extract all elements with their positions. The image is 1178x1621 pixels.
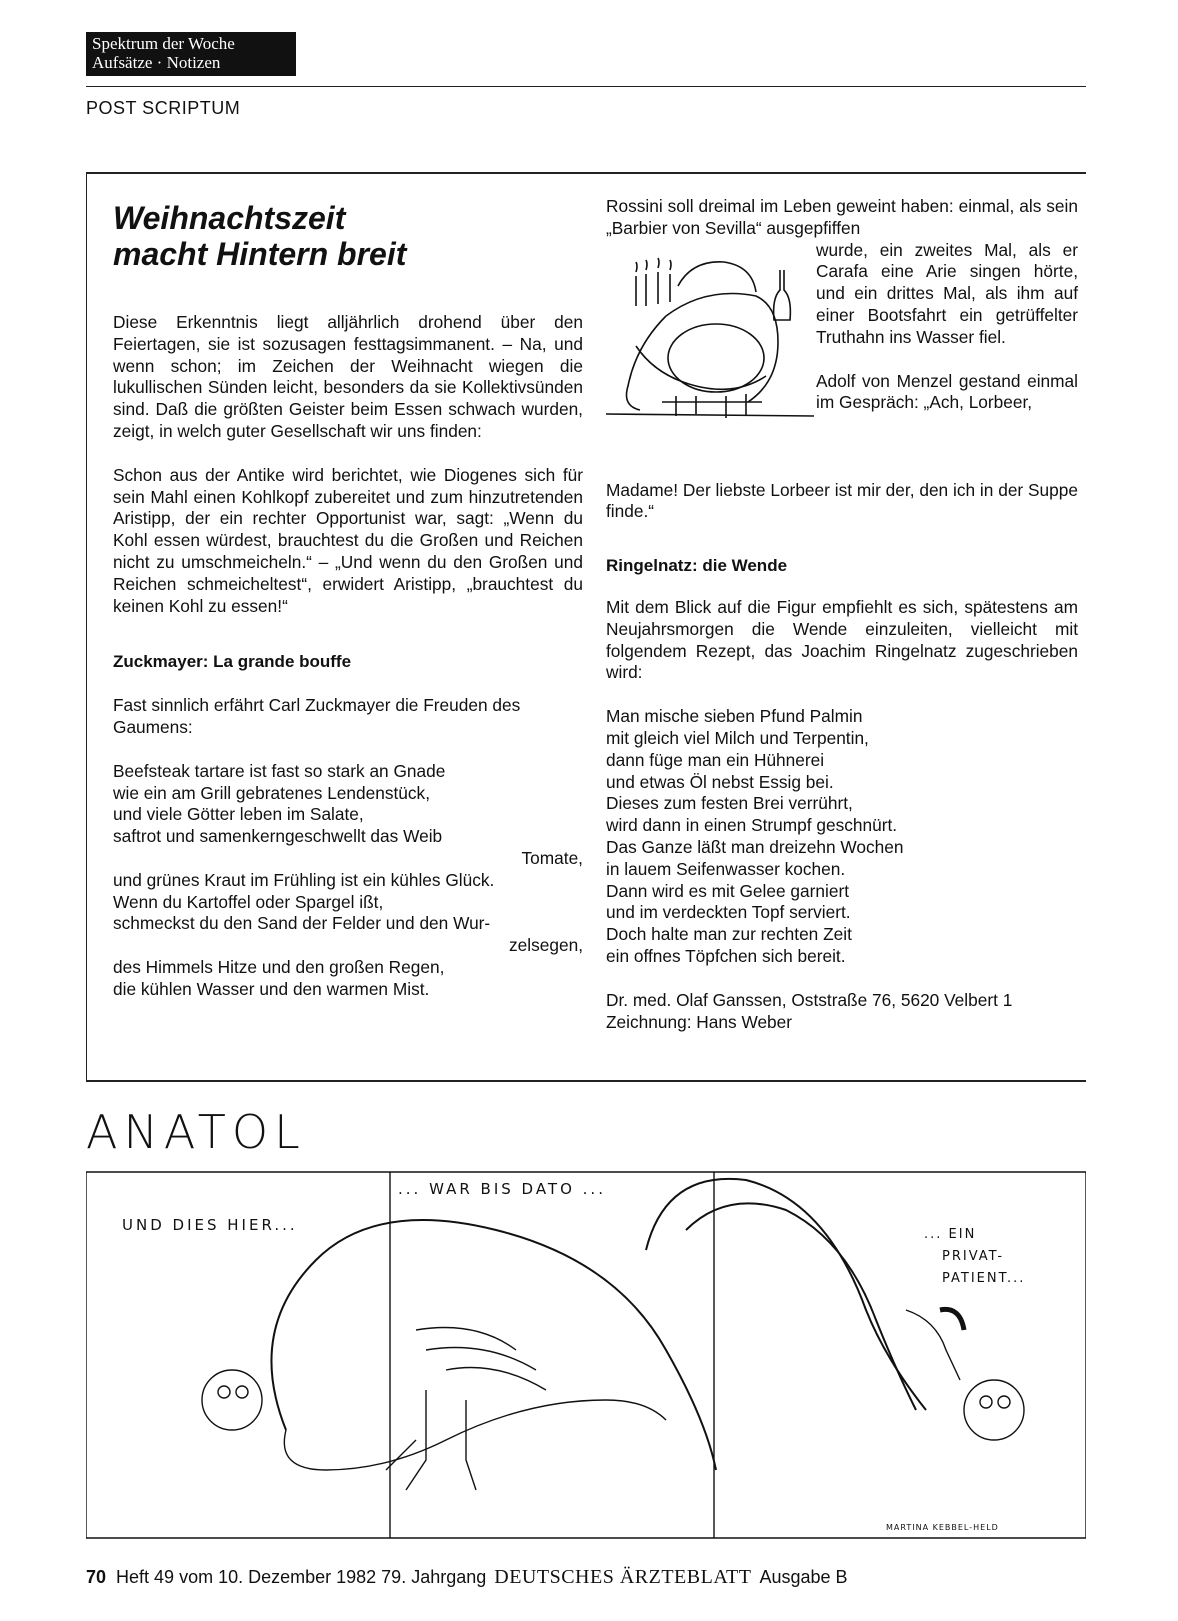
poem-line: Beefsteak tartare ist fast so stark an Gnade [113, 760, 446, 781]
issue-info: Heft 49 vom 10. Dezember 1982 79. Jahrgang [116, 1567, 487, 1587]
caption-2: ... WAR BIS DATO ... [398, 1180, 606, 1198]
poem-line: des Himmels Hitze und den großen Regen, [113, 956, 445, 977]
ringelnatz-intro: Mit dem Blick auf die Figur empfiehlt es sich, spätestens am Neujahrsmorgen die Wende einzuleiten, vielleicht mit folgendem Rezept, das Joachim Ringelnatz zugeschrieben wird: [606, 596, 1078, 683]
caption-3-line-1: ... EIN [924, 1227, 977, 1242]
kicker: POST SCRIPTUM [86, 98, 241, 118]
poem-line: und grünes Kraut im Frühling ist ein kühles Glück. [113, 869, 495, 890]
author-line: Dr. med. Olaf Ganssen, Oststraße 76, 5620 Velbert 1 [606, 989, 1013, 1010]
zuckmayer-heading: Zuckmayer: La grande bouffe [113, 652, 352, 672]
poem-line: Tomate, [521, 847, 583, 868]
page-number: 70 [86, 1567, 107, 1587]
right-column [606, 196, 1078, 1033]
caption-3-line-3: PATIENT... [942, 1271, 1026, 1286]
poem-line: zelsegen, [509, 935, 583, 956]
poem-line: Doch halte man zur rechten Zeit [606, 924, 852, 945]
poem-line: Das Ganze läßt man dreizehn Wochen [606, 836, 904, 857]
drawing-credit: Zeichnung: Hans Weber [606, 1011, 793, 1032]
edition: Ausgabe B [759, 1567, 848, 1587]
cartoon-signature: MARTINA KEBBEL-HELD [886, 1523, 999, 1532]
section-line-1: Spektrum der Woche [92, 34, 235, 53]
anatol-cartoon [86, 1110, 1086, 1540]
diogenes-paragraph: Schon aus der Antike wird berichtet, wie Diogenes sich für sein Mahl einen Kohlkopf zubereitet und zum hinzutretenden Aristipp, der ein rechter Opportunist war, sagt: „Wenn du Kohl essen würdest, brauchtest du die Großen und Reichen nicht zu umschmeicheln.“ – „Und wenn du den Großen und Reichen schmeicheltest“, erwidert Aristipp, „brauchtest du keinen Kohl zu essen!“ [113, 464, 583, 616]
poem-line: wie ein am Grill gebratenes Lendenstück, [113, 782, 430, 803]
poem-line: mit gleich viel Milch und Terpentin, [606, 727, 869, 748]
poem-line: die kühlen Wasser und den warmen Mist. [113, 978, 430, 999]
section-tag [86, 32, 296, 76]
section-line-2: Aufsätze · Notizen [92, 53, 221, 72]
cartoon-title: ANATOL [86, 1110, 306, 1159]
poem-line: und viele Götter leben im Salate, [113, 804, 364, 825]
poem-line: wird dann in einen Strumpf geschnürt. [606, 815, 898, 836]
poem-line: saftrot und samenkerngeschwellt das Weib [113, 826, 443, 847]
poem-line: dann füge man ein Hühnerei [606, 749, 825, 770]
poem-line: schmeckst du den Sand der Felder und den Wur- [113, 913, 491, 934]
menzel-wrap: Adolf von Menzel gestand einmal im Gespräch: „Ach, Lorbeer, [816, 370, 1078, 413]
title-line-2: macht Hintern breit [113, 236, 407, 272]
journal-name: DEUTSCHES ÄRZTEBLATT [494, 1566, 752, 1588]
top-rule [86, 86, 1086, 87]
rossini-illustration [606, 246, 814, 426]
poem-line: Dann wird es mit Gelee garniert [606, 880, 850, 901]
rossini-wrap: wurde, ein zweites Mal, als er Carafa eine Arie singen hörte, und ein drittes Mal, als ihm auf einer Bootsfahrt ein getrüffelter Truthahn ins Wasser fiel. [816, 239, 1078, 347]
poem-line: und im verdeckten Topf serviert. [606, 902, 851, 923]
poem-line: in lauem Seifenwasser kochen. [606, 858, 846, 879]
poem-line: ein offnes Töpfchen sich bereit. [606, 945, 846, 966]
poem-line: und etwas Öl nebst Essig bei. [606, 771, 834, 792]
article-title [113, 200, 553, 272]
caption-3-line-2: PRIVAT- [942, 1249, 1005, 1264]
ringelnatz-poem [606, 706, 1078, 968]
zuckmayer-intro: Fast sinnlich erfährt Carl Zuckmayer die Freuden des Gaumens: [113, 695, 521, 737]
poem-line: Wenn du Kartoffel oder Spargel ißt, [113, 891, 384, 912]
left-column [113, 312, 583, 1001]
poem-line: Man mische sieben Pfund Palmin [606, 706, 863, 727]
zuckmayer-poem [113, 761, 583, 1001]
ringelnatz-heading: Ringelnatz: die Wende [606, 556, 788, 576]
menzel-rest: Madame! Der liebste Lorbeer ist mir der, den ich in der Suppe finde.“ [606, 479, 1078, 522]
title-line-1: Weihnachtszeit [113, 200, 346, 236]
poem-line: Dieses zum festen Brei verrührt, [606, 793, 853, 814]
caption-1: UND DIES HIER... [122, 1216, 298, 1234]
page-footer [86, 1566, 848, 1589]
intro-paragraph: Diese Erkenntnis liegt alljährlich drohend über den Feiertagen, sie ist sozusagen festtagsimmanent. – Na, und wenn schon; im Zeichen der Weihnacht wiegen die lukullischen Sünden leicht, besonders da sie Kollektivsünden sind. Daß die größten Geister beim Essen schwach wurden, zeigt, in welch guter Gesellschaft wir uns finden: [113, 312, 583, 441]
rossini-top: Rossini soll dreimal im Leben geweint haben: einmal, als sein „Barbier von Sevilla“ ausgepfiffen [606, 196, 1078, 238]
